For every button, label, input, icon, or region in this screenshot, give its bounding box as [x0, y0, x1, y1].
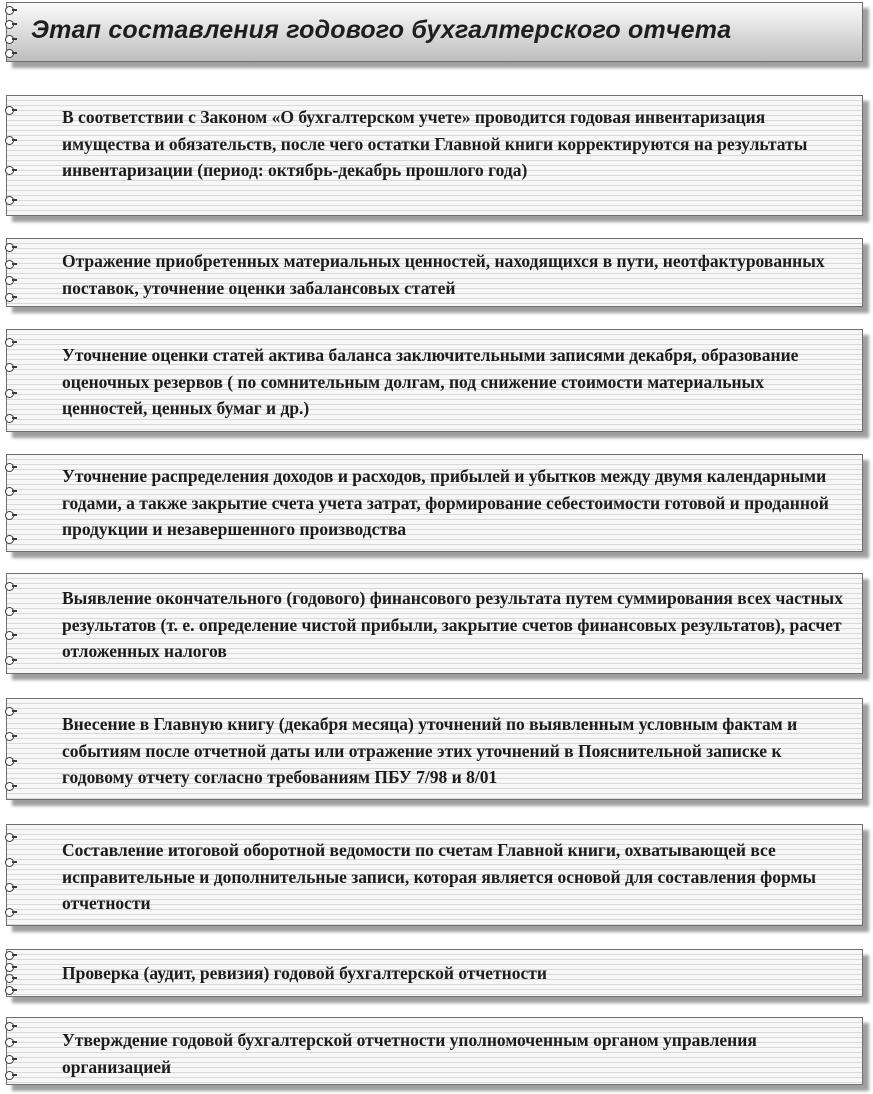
ring-icon [5, 963, 14, 972]
step-card-1 [6, 95, 863, 216]
ring-icon [5, 293, 14, 302]
spiral-binding [2, 825, 16, 925]
ring-icon [5, 974, 14, 983]
ring-icon [5, 49, 14, 58]
ring-icon [5, 986, 14, 995]
step-card-9 [6, 1017, 863, 1085]
ring-icon [5, 6, 14, 15]
ring-icon [5, 511, 14, 520]
ring-icon [5, 20, 14, 29]
spiral-binding [2, 950, 16, 996]
ring-icon [5, 166, 14, 175]
ring-icon [5, 833, 14, 842]
spiral-binding [2, 1018, 16, 1084]
ring-icon [5, 656, 14, 665]
step-card-8 [6, 949, 863, 997]
ring-icon [5, 260, 14, 269]
ring-icon [5, 607, 14, 616]
step-text: В соответствии с Законом «О бухгалтерском учете» проводится годовая инвентаризация имущества и обязательств, после чего остатки Главной книги корректируются на результаты инвентаризации (период: октябрь-декабрь прошлого года) [62, 107, 808, 180]
step-text: Проверка (аудит, ревизия) годовой бухгалтерской отчетности [62, 963, 547, 983]
step-text: Отражение приобретенных материальных ценностей, находящихся в пути, неотфактурованных поставок, уточнение оценки забалансовых статей [62, 251, 825, 298]
step-card-5 [6, 573, 863, 674]
ring-icon [5, 883, 14, 892]
ring-icon [5, 1038, 14, 1047]
ring-icon [5, 463, 14, 472]
ring-icon [5, 582, 14, 591]
ring-icon [5, 276, 14, 285]
spiral-binding [2, 96, 16, 215]
ring-icon [5, 136, 14, 145]
ring-icon [5, 535, 14, 544]
step-text: Уточнение оценки статей актива баланса заключительными записями декабря, образование оценочных резервов ( по сомнительным долгам, под снижение стоимости материальных ценностей, ценных бумаг и др.) [62, 345, 799, 418]
ring-icon [5, 908, 14, 917]
ring-icon [5, 1022, 14, 1031]
spiral-binding [2, 330, 16, 431]
ring-icon [5, 338, 14, 347]
ring-icon [5, 487, 14, 496]
ring-icon [5, 858, 14, 867]
ring-icon [5, 951, 14, 960]
spiral-binding [2, 574, 16, 673]
ring-icon [5, 631, 14, 640]
step-card-2 [6, 238, 863, 307]
step-card-4 [6, 454, 863, 552]
ring-icon [5, 1055, 14, 1064]
page-title: Этап составления годового бухгалтерского отчета [31, 16, 732, 44]
ring-icon [5, 757, 14, 766]
ring-icon [5, 243, 14, 252]
ring-icon [5, 782, 14, 791]
step-text: Уточнение распределения доходов и расходов, прибылей и убытков между двумя календарными годами, а также закрытие счета учета затрат, формирование себестоимости готовой и проданной продукции и незавершенного производства [62, 466, 829, 539]
ring-icon [5, 1071, 14, 1080]
ring-icon [5, 106, 14, 115]
spiral-binding [2, 699, 16, 799]
ring-icon [5, 707, 14, 716]
ring-icon [5, 414, 14, 423]
step-text: Выявление окончательного (годового) финансового результата путем суммирования всех частных результатов (т. е. определение чистой прибыли, закрытие счетов финансовых результатов), расчет отложенных налогов [62, 588, 843, 661]
ring-icon [5, 732, 14, 741]
spiral-binding [2, 3, 16, 61]
ring-icon [5, 35, 14, 44]
step-text: Внесение в Главную книгу (декабря месяца) уточнений по выявленным условным фактам и событиям после отчетной даты или отражение этих уточнений в Пояснительной записке к годовому отчету согласно требованиям ПБУ 7/98 и 8/01 [62, 714, 798, 787]
step-card-6 [6, 698, 863, 800]
step-text: Составление итоговой оборотной ведомости по счетам Главной книги, охватывающей все исправительные и дополнительные записи, которая является основой для составления формы отчетности [62, 840, 817, 913]
step-text: Утверждение годовой бухгалтерской отчетности уполномоченным органом управления организацией [62, 1030, 757, 1077]
spiral-binding [2, 239, 16, 306]
ring-icon [5, 363, 14, 372]
ring-icon [5, 196, 14, 205]
step-card-3 [6, 329, 863, 432]
ring-icon [5, 389, 14, 398]
title-banner [6, 2, 863, 62]
step-card-7 [6, 824, 863, 926]
spiral-binding [2, 455, 16, 551]
